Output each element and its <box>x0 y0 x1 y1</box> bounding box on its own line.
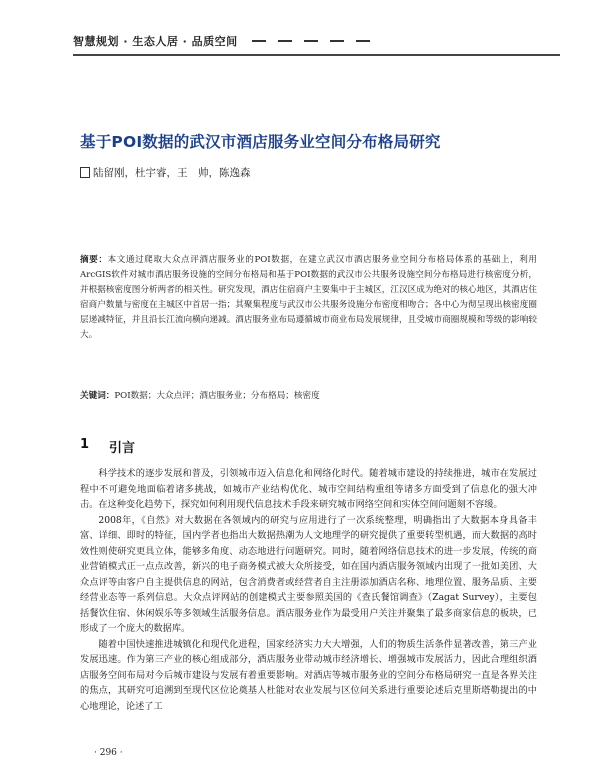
body-paragraph: 科学技术的逐步发展和普及，引领城市迈入信息化和网络化时代。随着城市建设的持续推进，城市在发展过程中不可避免地面临着诸多挑战，如城市产业结构优化、城市空间结构重组等诸多方面受到了信息化的强大冲击。在这种变化趋势下，探究如何利用现代信息技术手段来研究城市网络空间和实体空间问题刻不容缓。 <box>80 468 537 510</box>
header-dash <box>330 40 344 42</box>
keywords-label: 关键词： <box>80 391 115 401</box>
body-paragraph: 随着中国快速推进城镇化和现代化进程，国家经济实力大大增强，人们的物质生活条件显著改善，第三产业发展迅速。作为第三产业的核心组成部分，酒店服务业带动城市经济增长、增强城市发展活力，因此合理组织酒店服务空间布局对今后城市建设与发展有着重要影响。对酒店等城市服务业的空间分布格局研究一直是各界关注的焦点，其研究可追溯到至现代区位论奠基人杜能对农业发展与区位问关系进行重要论述后克里斯塔勒提出的中心地理论，论述了工 <box>80 638 537 712</box>
header-dash <box>304 40 318 42</box>
header-decoration <box>252 40 370 42</box>
article-title: 基于POI数据的武汉市酒店服务业空间分布格局研究 <box>80 133 441 151</box>
page-number: · 296 · <box>94 748 123 758</box>
journal-header-title: 智慧规划 · 生态人居 · 品质空间 <box>73 35 238 48</box>
keywords-text: POI数据；大众点评；酒店服务业；分布格局；核密度 <box>114 391 320 401</box>
keywords-block <box>80 389 537 401</box>
abstract-label: 摘要： <box>80 255 108 265</box>
header-dash <box>252 40 266 42</box>
header-dash <box>278 40 292 42</box>
section-number: 1 <box>80 437 90 452</box>
section-heading <box>80 437 135 456</box>
abstract-block <box>80 253 537 344</box>
abstract-text: 本文通过爬取大众点评酒店服务业的POI数据，在建立武汉市酒店服务业空间分布格局体系的基础上，利用ArcGIS软件对城市酒店服务设施的空间分布格局和基于POI数据的武汉市公共服务设施空间分布格局进行核密度分析，并根据核密度图分析两者的相关性。研究发现，酒店住宿商户主要集中于主城区，江汉区成为绝对的核心地区，其酒店住宿商户数量与密度在主城区中首居一指；其聚集程度与武汉市公共服务设施分布密度相吻合；各中心为彻呈现出核密度圈层递减特征，并且沿长江流向横向递减。酒店服务业布局遵循城市商业布局发展规律，且受城市商圈规模和等级的影响较大。 <box>80 255 537 341</box>
author-names: 陆留刚，杜宇睿，王 帅，陈逸森 <box>93 167 251 179</box>
section-title: 引言 <box>109 441 136 456</box>
author-line <box>80 165 251 180</box>
header-rule <box>73 54 560 56</box>
running-header <box>73 30 560 52</box>
body-paragraph: 2008年，《自然》对大数据在各领域内的研究与应用进行了一次系统整理，明确指出了大数据本身具备丰富、详细、即时的特征，国内学者也指出大数据热潮为人文地理学的研究提供了重要转型机遇，而大数据的高时效性则使研究更具立体，能够多角度、动态地进行问题研究。同时，随着网络信息技术的进一步发展，传统的商业营销模式正一点点改善，新兴的电子商务模式被大众所接受，如在国内酒店服务领域内出现了一批如美团、大众点评等由客户自主提供信息的网站，包含消费者或经营者自主注册添加酒店名称、地理位置、服务品质、主要经营业态等一系列信息。大众点评网站的创建模式主要参照美国的《查氏餐馆调查》（Zagat Survey），主要包括餐饮住宿、休闲娱乐等多领域生活服务信息。酒店服务业作为最受用户关注并聚集了最多商家信息的板块，已形成了一个庞大的数据库。 <box>80 514 537 634</box>
body-text <box>80 466 537 714</box>
author-box-glyph <box>80 167 90 178</box>
header-dash <box>356 40 370 42</box>
